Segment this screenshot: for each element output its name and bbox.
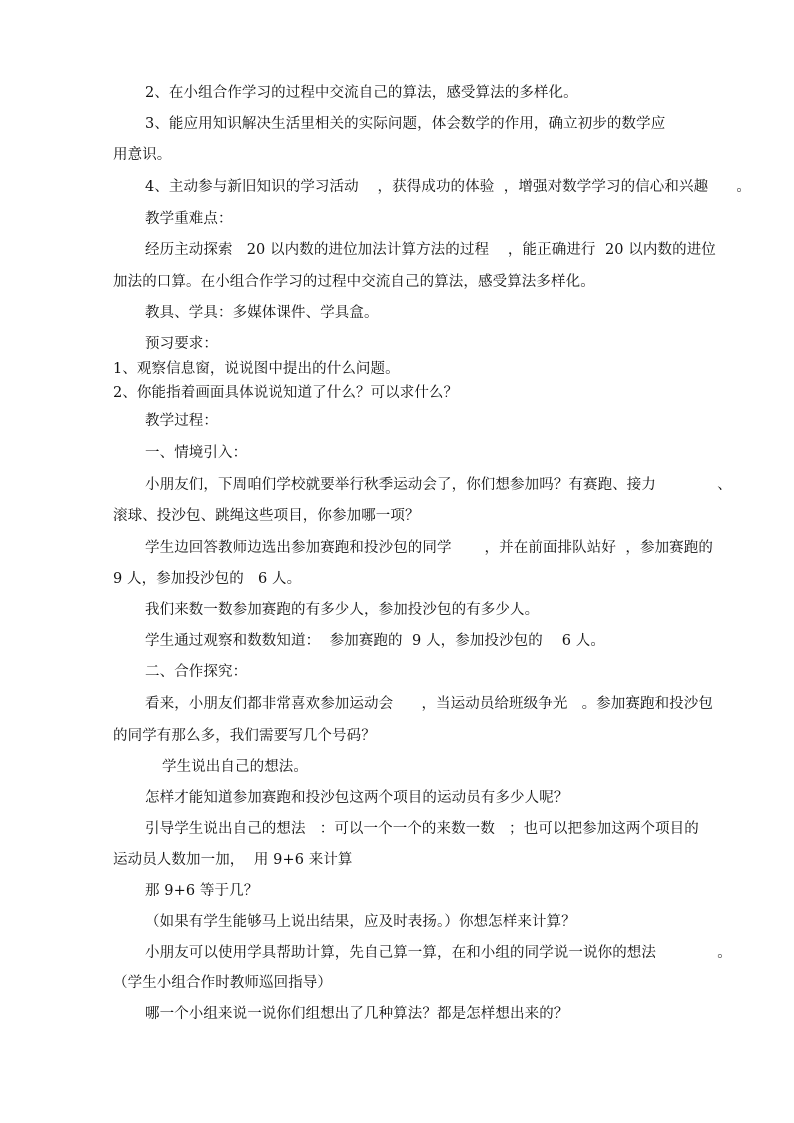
objective-2: 2、在小组合作学习的过程中交流自己的算法，感受算法的多样化。 (145, 85, 578, 101)
paragraph-intro-line-1: 小朋友们，下周咱们学校就要举行秋季运动会了，你们想参加吗？有赛跑、接力 、 (145, 477, 732, 493)
paragraph-sports-line-1: 看来，小朋友们都非常喜欢参加运动会 ，当运动员给班级争光 。参加赛跑和投沙包 (145, 696, 713, 712)
paragraph-guide-line-1: 引导学生说出自己的想法 ：可以一个一个的来数一数 ；也可以把参加这两个项目的 (145, 821, 699, 837)
paragraph-tools: 小朋友可以使用学具帮助计算，先自己算一算，在和小组的同学说一说你的想法 。 (145, 945, 732, 961)
heading-key-difficulties: 教学重难点： (145, 211, 233, 227)
section-1-title: 一、情境引入： (145, 445, 248, 461)
paragraph-intro-line-2: 滚球、投沙包、跳绳这些项目，你参加哪一项？ (113, 508, 420, 524)
heading-teaching-process: 教学过程： (145, 413, 218, 429)
paragraph-ideas: 学生说出自己的想法。 (162, 759, 308, 775)
paragraph-sports-line-2: 的同学有那么多，我们需要写几个号码？ (113, 728, 376, 744)
objective-4: 4、主动参与新旧知识的学习活动 ，获得成功的体验 ，增强对数学学习的信心和兴趣 。 (145, 179, 752, 195)
paragraph-group-work: （学生小组合作时教师巡回指导） (113, 975, 332, 991)
teaching-aids: 教具、学具：多媒体课件、学具盒。 (145, 305, 379, 321)
paragraph-guide-line-2: 运动员人数加一加， 用 9+6 来计算 (113, 852, 353, 868)
key-difficulties-line-2: 加法的口算。在小组合作学习的过程中交流自己的算法，感受算法多样化。 (113, 274, 595, 290)
paragraph-observe: 学生通过观察和数数知道： 参加赛跑的 9 人，参加投沙包的 6 人。 (145, 633, 605, 649)
key-difficulties-line-1: 经历主动探索 20 以内数的进位加法计算方法的过程 ，能正确进行 20 以内数的进位 (145, 242, 716, 258)
paragraph-students-line-2: 9 人，参加投沙包的 6 人。 (113, 571, 302, 587)
objective-3-line-1: 3、能应用知识解决生活里相关的实际问题，体会数学的作用，确立初步的数学应 (145, 116, 666, 132)
paragraph-9-plus-6: 那 9+6 等于几？ (145, 883, 259, 899)
objective-3-line-2: 用意识。 (113, 147, 172, 163)
paragraph-praise: （如果有学生能够马上说出结果，应及时表扬。）你想怎样来计算？ (145, 914, 576, 930)
preview-item-2: 2、你能指着画面具体说说知道了什么？可以求什么？ (113, 385, 459, 401)
section-2-title: 二、合作探究： (145, 664, 248, 680)
paragraph-students-line-1: 学生边回答教师边选出参加赛跑和投沙包的同学 ，并在前面排队站好 ，参加赛跑的 (145, 540, 713, 556)
paragraph-which-group: 哪一个小组来说一说你们组想出了几种算法？都是怎样想出来的？ (145, 1006, 569, 1022)
paragraph-count: 我们来数一数参加赛跑的有多少人，参加投沙包的有多少人。 (145, 602, 540, 618)
heading-preview-requirements: 预习要求： (145, 336, 218, 352)
preview-item-1: 1、观察信息窗，说说图中提出的什么问题。 (113, 361, 400, 377)
paragraph-question: 怎样才能知道参加赛跑和投沙包这两个项目的运动员有多少人呢？ (145, 790, 569, 806)
